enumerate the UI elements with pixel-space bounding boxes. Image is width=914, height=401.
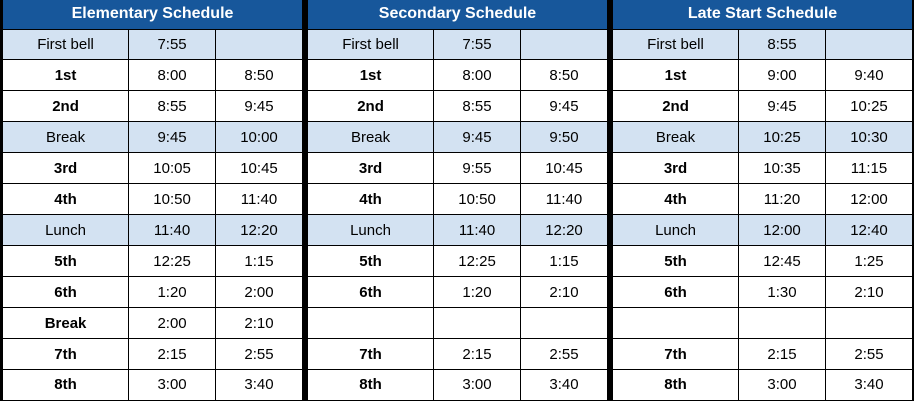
period-cell: 2nd — [3, 91, 129, 122]
table-header-row — [308, 0, 608, 29]
end-time-cell: 2:10 — [521, 277, 608, 308]
end-time-cell: 11:15 — [825, 153, 912, 184]
start-time-cell: 11:40 — [129, 215, 216, 246]
table-row — [613, 308, 913, 339]
table-row — [3, 308, 303, 339]
table-header — [613, 0, 913, 29]
table-body — [3, 29, 303, 401]
period-cell: Lunch — [308, 215, 434, 246]
table-row — [308, 184, 608, 215]
table-row — [308, 277, 608, 308]
table-row — [613, 122, 913, 153]
table-title-late-start: Late Start Schedule — [613, 0, 913, 29]
period-cell: Lunch — [613, 215, 739, 246]
start-time-cell: 1:30 — [739, 277, 826, 308]
period-cell: 6th — [3, 277, 129, 308]
period-cell: 4th — [3, 184, 129, 215]
table-title-secondary: Secondary Schedule — [308, 0, 608, 29]
schedule-table-late-start — [612, 0, 913, 401]
period-cell: 8th — [613, 369, 739, 400]
start-time-cell: 8:55 — [434, 91, 521, 122]
period-cell: 7th — [3, 339, 129, 370]
start-time-cell: 8:00 — [434, 60, 521, 91]
table-row — [308, 339, 608, 370]
start-time-cell: 7:55 — [129, 29, 216, 60]
table-row — [308, 122, 608, 153]
end-time-cell: 10:45 — [216, 153, 303, 184]
table-row — [308, 60, 608, 91]
table-row — [3, 246, 303, 277]
start-time-cell — [434, 308, 521, 339]
start-time-cell: 2:15 — [129, 339, 216, 370]
table-row — [613, 246, 913, 277]
start-time-cell: 12:25 — [434, 246, 521, 277]
period-cell: Break — [308, 122, 434, 153]
end-time-cell — [825, 29, 912, 60]
table-row — [3, 215, 303, 246]
period-cell: 7th — [308, 339, 434, 370]
schedule-table-secondary — [307, 0, 608, 401]
end-time-cell: 12:00 — [825, 184, 912, 215]
period-cell: 5th — [613, 246, 739, 277]
table-row — [613, 153, 913, 184]
period-cell: Lunch — [3, 215, 129, 246]
period-cell — [613, 308, 739, 339]
start-time-cell: 2:15 — [739, 339, 826, 370]
end-time-cell — [521, 308, 608, 339]
start-time-cell: 12:25 — [129, 246, 216, 277]
table-body — [613, 29, 913, 401]
start-time-cell: 8:55 — [129, 91, 216, 122]
table-row — [613, 60, 913, 91]
start-time-cell: 3:00 — [434, 369, 521, 400]
period-cell: 7th — [613, 339, 739, 370]
end-time-cell: 9:40 — [825, 60, 912, 91]
table-row — [308, 215, 608, 246]
end-time-cell: 9:45 — [216, 91, 303, 122]
period-cell: 5th — [308, 246, 434, 277]
end-time-cell — [521, 29, 608, 60]
period-cell: 6th — [613, 277, 739, 308]
period-cell: 6th — [308, 277, 434, 308]
table-row — [3, 369, 303, 400]
table-row — [308, 91, 608, 122]
start-time-cell: 11:40 — [434, 215, 521, 246]
period-cell: Break — [3, 308, 129, 339]
end-time-cell: 11:40 — [216, 184, 303, 215]
end-time-cell: 1:15 — [521, 246, 608, 277]
table-header — [3, 0, 303, 29]
period-cell: 3rd — [308, 153, 434, 184]
end-time-cell: 10:45 — [521, 153, 608, 184]
table-row — [3, 60, 303, 91]
table-row — [308, 369, 608, 400]
end-time-cell: 8:50 — [216, 60, 303, 91]
start-time-cell: 9:45 — [739, 91, 826, 122]
period-cell: 2nd — [613, 91, 739, 122]
table-row — [613, 339, 913, 370]
start-time-cell: 1:20 — [129, 277, 216, 308]
period-cell: 1st — [3, 60, 129, 91]
end-time-cell: 2:00 — [216, 277, 303, 308]
table-row — [613, 29, 913, 60]
end-time-cell: 1:25 — [825, 246, 912, 277]
table-row — [613, 369, 913, 400]
end-time-cell: 10:25 — [825, 91, 912, 122]
period-cell: First bell — [308, 29, 434, 60]
table-row — [3, 122, 303, 153]
end-time-cell: 9:50 — [521, 122, 608, 153]
start-time-cell: 9:45 — [434, 122, 521, 153]
end-time-cell: 3:40 — [825, 369, 912, 400]
end-time-cell: 11:40 — [521, 184, 608, 215]
table-row — [3, 339, 303, 370]
period-cell — [308, 308, 434, 339]
start-time-cell: 9:55 — [434, 153, 521, 184]
period-cell: Break — [3, 122, 129, 153]
table-header-row — [613, 0, 913, 29]
start-time-cell: 10:25 — [739, 122, 826, 153]
start-time-cell: 7:55 — [434, 29, 521, 60]
start-time-cell: 3:00 — [739, 369, 826, 400]
table-row — [613, 215, 913, 246]
end-time-cell: 12:20 — [216, 215, 303, 246]
table-header-row — [3, 0, 303, 29]
start-time-cell: 11:20 — [739, 184, 826, 215]
end-time-cell: 2:10 — [825, 277, 912, 308]
table-row — [613, 277, 913, 308]
end-time-cell: 12:40 — [825, 215, 912, 246]
end-time-cell: 2:10 — [216, 308, 303, 339]
start-time-cell: 9:00 — [739, 60, 826, 91]
end-time-cell: 1:15 — [216, 246, 303, 277]
period-cell: 2nd — [308, 91, 434, 122]
period-cell: First bell — [613, 29, 739, 60]
table-row — [3, 91, 303, 122]
table-row — [3, 184, 303, 215]
period-cell: 1st — [308, 60, 434, 91]
table-row — [308, 29, 608, 60]
end-time-cell: 8:50 — [521, 60, 608, 91]
end-time-cell: 9:45 — [521, 91, 608, 122]
period-cell: 3rd — [3, 153, 129, 184]
start-time-cell: 3:00 — [129, 369, 216, 400]
period-cell: 5th — [3, 246, 129, 277]
table-row — [308, 153, 608, 184]
table-row — [613, 91, 913, 122]
table-row — [3, 277, 303, 308]
end-time-cell: 3:40 — [521, 369, 608, 400]
start-time-cell: 9:45 — [129, 122, 216, 153]
table-row — [613, 184, 913, 215]
end-time-cell: 10:30 — [825, 122, 912, 153]
end-time-cell: 2:55 — [521, 339, 608, 370]
start-time-cell: 2:00 — [129, 308, 216, 339]
table-header — [308, 0, 608, 29]
end-time-cell: 10:00 — [216, 122, 303, 153]
table-title-elementary: Elementary Schedule — [3, 0, 303, 29]
table-row — [3, 153, 303, 184]
period-cell: 4th — [613, 184, 739, 215]
period-cell: 8th — [3, 369, 129, 400]
period-cell: Break — [613, 122, 739, 153]
end-time-cell: 2:55 — [216, 339, 303, 370]
start-time-cell: 12:45 — [739, 246, 826, 277]
period-cell: 3rd — [613, 153, 739, 184]
start-time-cell: 8:00 — [129, 60, 216, 91]
start-time-cell: 8:55 — [739, 29, 826, 60]
period-cell: 4th — [308, 184, 434, 215]
start-time-cell: 1:20 — [434, 277, 521, 308]
end-time-cell: 2:55 — [825, 339, 912, 370]
end-time-cell — [216, 29, 303, 60]
table-row — [308, 308, 608, 339]
start-time-cell — [739, 308, 826, 339]
schedule-table-elementary — [2, 0, 303, 401]
end-time-cell: 3:40 — [216, 369, 303, 400]
period-cell: 1st — [613, 60, 739, 91]
table-row — [3, 29, 303, 60]
start-time-cell: 2:15 — [434, 339, 521, 370]
table-body — [308, 29, 608, 401]
table-row — [308, 246, 608, 277]
start-time-cell: 10:50 — [129, 184, 216, 215]
start-time-cell: 10:35 — [739, 153, 826, 184]
period-cell: First bell — [3, 29, 129, 60]
start-time-cell: 12:00 — [739, 215, 826, 246]
start-time-cell: 10:50 — [434, 184, 521, 215]
period-cell: 8th — [308, 369, 434, 400]
end-time-cell: 12:20 — [521, 215, 608, 246]
end-time-cell — [825, 308, 912, 339]
start-time-cell: 10:05 — [129, 153, 216, 184]
